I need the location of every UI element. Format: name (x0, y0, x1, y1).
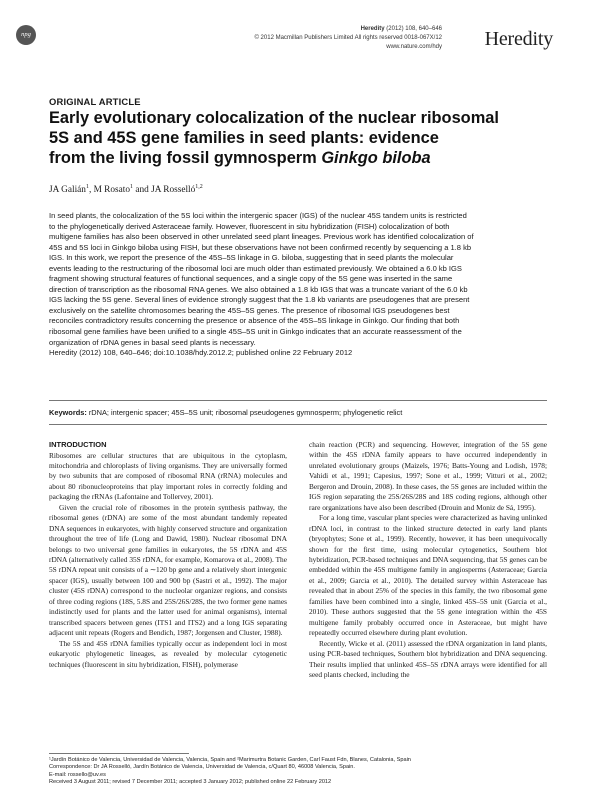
body-column-left (49, 440, 287, 670)
title-species: Ginkgo biloba (321, 149, 431, 167)
body-paragraph: Recently, Wicke et al. (2011) assessed the rDNA organization in land plants, using PCR-based techniques, Southern blot hybridization and DNA sequencing. Their results implied that unlinked 45S–5S rDNA arrays were identified for all seed plants checked, including the (309, 638, 547, 679)
abstract-line: IGS lacking the 5S gene. Several lines of evidence strongly suggest that the 1.8 kb variants are pseudogenes that are present (49, 295, 470, 305)
abstract-line: reconciles contradictory results concerning the presence or absence of the 45S–5S linkage in Ginkgo. Our finding that both (49, 316, 460, 326)
abstract-line: In seed plants, the colocalization of the 5S loci within the intergenic spacer (IGS) of the nuclear 45S tandem units is restricted (49, 211, 467, 220)
footnote-correspondence: Correspondence: Dr JA Rosselló, Jardín Botánico de Valencia, Universidad de Valencia, c/Quart 80, 46008 Valencia, Spain. (49, 764, 355, 771)
abstract-citation: Heredity (2012) 108, 640–646; doi:10.1038/hdy.2012.2; published online 22 February 2012 (49, 348, 353, 358)
author-name: M Rosato (93, 185, 131, 195)
body-paragraph: Given the crucial role of ribosomes in the protein synthesis pathway, the ribosomal genes (rDNA) are some of the most abundant tandemly repeated DNA sequences in eukaryotes, with highly conserved structure and organization throughout the tree of life (Long and Dawid, 1980). Nuclear ribosomal DNA belongs to two universal gene families in eukaryotes, the 5S rDNA and 45S rDNA (alternatively called 35S rDNA, for example, Komarova et al., 2008). The 5S rDNA repeat unit consists of a ∼120 bp gene and a relatively short intergenic spacer (IGS), usually between 100 and 900 bp (Sastri et al., 1992). The major cluster (45S rDNA) correspond to the nucleolar organizer regions, and consists of three coding regions (18S, 5.8S and 25S/26S/28S, the two former gene names indistinctly used for plants and the latter used for animal organisms), internal transcribed spacers between genes (ITS1 and ITS2) and a long IGS separating adjacent unit repeats (Rogers and Bendich, 1987; Jorgensen and Cluster, 1988). (49, 502, 287, 638)
abstract-line: organization of rDNA genes in basal seed plants is necessary. (49, 337, 256, 347)
abstract (49, 211, 547, 359)
author-name: JA Rosselló (151, 185, 196, 195)
author-name: JA Galián (49, 185, 86, 195)
abstract-line: ribosomal gene families have been unified to a single 45S–5S unit in Ginkgo indicates that an accurate reassessment of the (49, 327, 462, 337)
title-line: 5S and 45S gene families in seed plants: evidence (49, 129, 439, 147)
abstract-line: exclusively on the satellite chromosomes bearing the 45S–5S genes. The presence of ribosomal IGS pseudogenes best (49, 305, 450, 315)
citation-rest: (2012) 108, 640–646 (386, 26, 442, 32)
abstract-line: direction of transcription as the ribosomal RNA genes. We also obtained a 1.8 kb IGS that was a truncate variant of the 6.0 kb (49, 284, 468, 294)
footnote-divider (49, 753, 189, 754)
author-affiliation: 1,2 (195, 183, 203, 190)
section-heading-introduction: INTRODUCTION (49, 440, 107, 449)
npg-logo: npg (16, 25, 36, 45)
title-line: from the living fossil gymnosperm Ginkgo biloba (49, 149, 431, 167)
footnotes (49, 757, 569, 786)
journal-url-link[interactable]: www.nature.com/hdy (386, 44, 442, 50)
body-paragraph: For a long time, vascular plant species were characterized as having unlinked rDNA loci, in contrast to the linked structure detected in early land plants (bryophytes; Sone et al., 1999). Recently, however, it has been unequivocally shown for the first time, using molecular cytogenetics, Southern blot hybridization, PCR-based techniques and DNA sequencing, that 5S genes can be embedded within the 45S multigene family in angiosperms (Asteraceae; Garcia et al., 2009; Garcia et al., 2010). The detailed survey within Asteraceae has revealed that in about 25% of the species in this family, the two ribosomal gene families have been combined into a single, linked 45S–5S unit (Garcia et al., 2010). These authors suggested that the 5S gene integration within the 45S multigene family probably occurred once in Asteraceae, but might have repeatedly occurred elsewhere during plant evolution. (309, 513, 547, 638)
journal-header (254, 25, 442, 50)
abstract-line: multigene families has also been observed in other unrelated seed plant lineages. Previous work has identified colocalization of (49, 232, 474, 242)
article-title (49, 108, 569, 168)
title-line: Early evolutionary colocalization of the nuclear ribosomal (49, 109, 499, 127)
body-paragraph: chain reaction (PCR) and sequencing. However, integration of the 5S gene within the 45S rDNA family appears to have occurred independently in unrelated evolutionary groups (Maizels, 1976; Batts-Young and Lodish, 1978; Vahidi et al., 1991; Capesius, 1997; Sone et al., 1999; Vitturi et al., 2002; Bergeron and Drouin, 2008). In these cases, the 5S genes are included within the IGS region separating the 25S/26S/28S and 18S coding regions, although other rare organizations have also been described (Drouin and Moniz de Sá, 1995). (309, 440, 547, 512)
body-paragraph: Ribosomes are cellular structures that are ubiquitous in the cytoplasm, mitochondria and chloroplasts of living organisms. They are universally formed by two subunits that are composed of ribosomal RNA (rRNA) molecules and about 80 ribonucleoproteins that play important roles in correctly folding and packaging the rRNAs (Lafontaine and Tollervey, 2001). (49, 450, 287, 502)
footnote-affiliations: ¹Jardín Botánico de Valencia, Universidad de Valencia, Valencia, Spain and ²Marimurtra Botanic Garden, Carl Faust Fdn, Blanes, Catalonia, Spain (49, 757, 411, 763)
abstract-line: IGS. In this work, we report the presence of the 45S–5S linkage in G. biloba, suggesting that in seed plants the molecular (49, 253, 454, 263)
abstract-line: fragment showing structural features of functional sequences, and a single copy of the 5S gene was inserted in the same (49, 274, 453, 284)
author-affiliation: 1 (85, 183, 89, 190)
journal-brand: Heredity (484, 28, 553, 50)
footnote-dates: Received 3 August 2011; revised 7 December 2011; accepted 3 January 2012; published online 22 February 2012 (49, 778, 332, 785)
article-type: ORIGINAL ARTICLE (49, 96, 141, 107)
divider-top (49, 400, 547, 401)
copyright-line: © 2012 Macmillan Publishers Limited All rights reserved 0018-067X/12 (254, 35, 442, 41)
citation-journal: Heredity (360, 26, 385, 32)
author-affiliation: 1 (130, 183, 134, 190)
abstract-line: 45S and 5S loci in Ginkgo biloba using FISH, but these observations have not been confirmed recently by sequencing a 1.8 kb (49, 242, 472, 252)
author-list: JA Galián$^1$, M Rosato$^1$ and JA Rosselló$^{1,2}$ (49, 183, 203, 195)
footnote-email: E-mail: rossello@uv.es (49, 771, 106, 778)
keywords (49, 408, 547, 417)
abstract-line: events leading to the restructuring of the ribosomal loci are much older than estimated previously. We obtained a 6.0 kb IGS (49, 263, 462, 273)
abstract-line: to the phylogenetically derived Asteraceae family. However, fluorescent in situ hybridization (FISH) colocalization of both (49, 221, 450, 231)
body-paragraph: The 5S and 45S rDNA families typically occur as independent loci in most eukaryotic phylogenetic lineages, as revealed by molecular cytogenetic techniques (fluorescent in situ hybridization, FISH), polymerase (49, 638, 287, 669)
body-column-right (309, 440, 547, 680)
keywords-list: rDNA; intergenic spacer; 45S–5S unit; ribosomal pseudogenes gymnosperm; phylogenetic relict (86, 408, 403, 417)
keywords-label: Keywords: (49, 408, 87, 417)
divider-bottom (49, 424, 547, 425)
